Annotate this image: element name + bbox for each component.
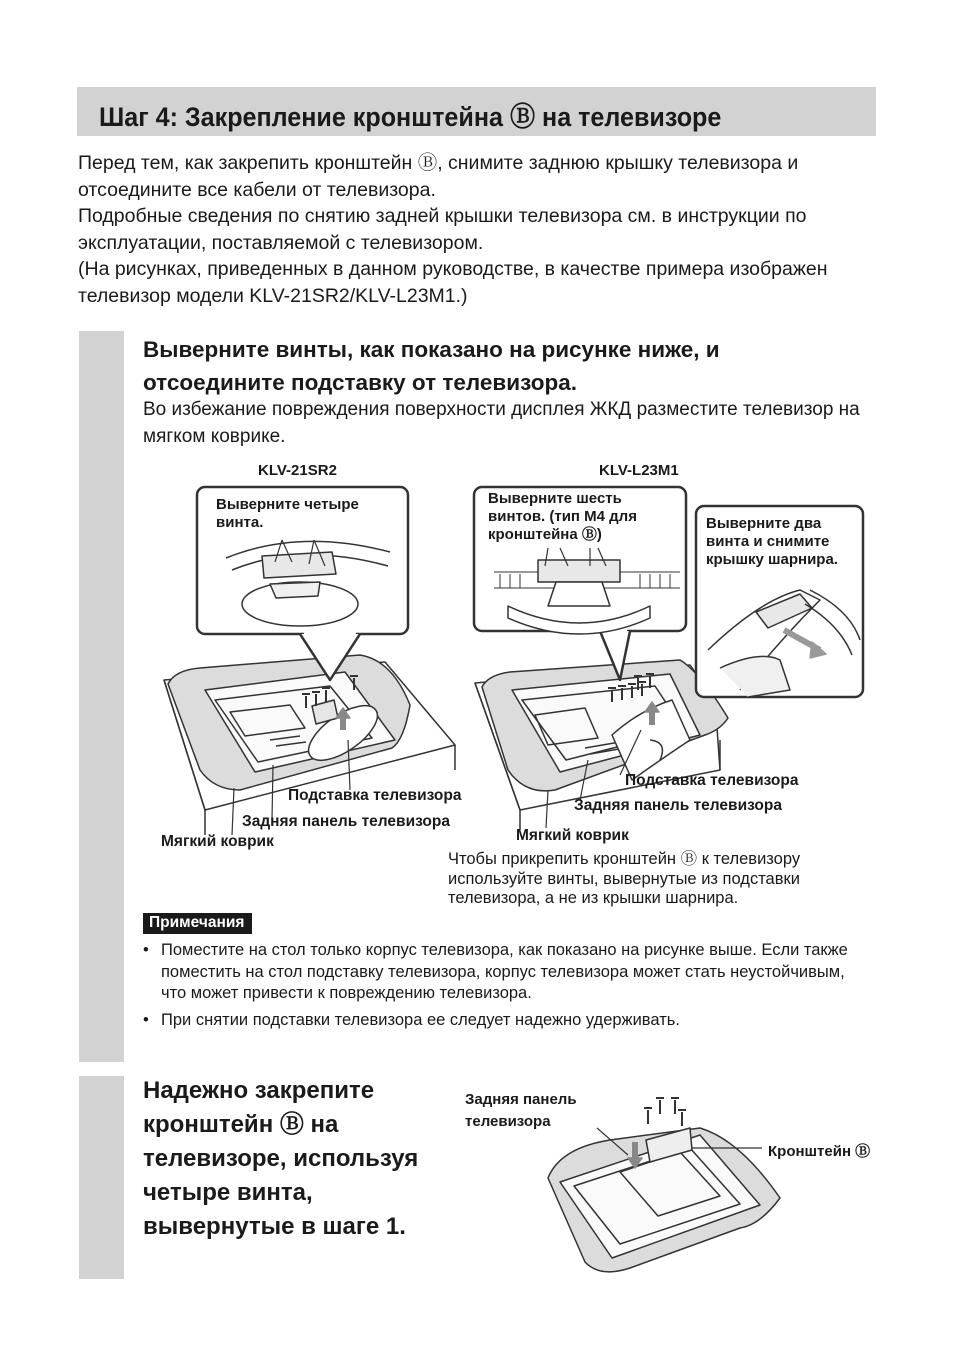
label-bracket: Кронштейн Ⓑ <box>768 1143 871 1160</box>
callout-hinge-text: Выверните два винта и снимите крышку шарнира. <box>706 515 838 568</box>
page-title: Шаг 4: Закрепление кронштейна Ⓑ на телевизоре <box>99 102 722 132</box>
note-item: • При снятии подставки телевизора ее следует надежно удерживать. <box>143 1010 873 1032</box>
screw-note: Чтобы прикрепить кронштейн Ⓑ к телевизору используйте винты, вывернутые из подставки телевизора, а не из крышки шарнира. <box>448 850 801 907</box>
callout-right-text: Выверните шесть винтов. (тип M4 для кронштейна Ⓑ) <box>488 490 637 543</box>
label-back-panel-step2: Задняя панель телевизора <box>465 1091 577 1130</box>
label-mat-right: Мягкий коврик <box>516 827 629 844</box>
step-1-heading: Выверните винты, как показано на рисунке ниже, и отсоедините подставку от телевизора. <box>143 337 720 395</box>
notes-title: Примечания <box>143 913 252 934</box>
model-label-right: KLV-L23M1 <box>599 462 679 479</box>
tv-illustration-left <box>164 487 455 835</box>
step-1-subtext: Во избежание повреждения поверхности дисплея ЖКД разместите телевизор на мягком коврике. <box>143 399 860 447</box>
intro-paragraph: Подробные сведения по снятию задней крышки телевизора см. в инструкции по эксплуатации, поставляемой с телевизором. <box>78 205 807 254</box>
intro-paragraph: Перед тем, как закрепить кронштейн Ⓑ, снимите заднюю крышку телевизора и отсоедините все кабели от телевизора. <box>78 152 799 201</box>
label-stand-left: Подставка телевизора <box>288 787 462 804</box>
notes-list <box>143 940 873 1036</box>
label-back-panel-right: Задняя панель телевизора <box>574 797 782 814</box>
step-2-heading: Надежно закрепите кронштейн Ⓑ на телевизоре, используя четыре винта, вывернутые в шаге 1. <box>143 1077 419 1240</box>
label-mat-left: Мягкий коврик <box>161 833 274 850</box>
label-back-panel-left: Задняя панель телевизора <box>242 813 450 830</box>
intro-paragraph: (На рисунках, приведенных в данном руководстве, в качестве примера изображен телевизор модели KLV-21SR2/KLV-L23M1.) <box>78 258 828 307</box>
note-item: • Поместите на стол только корпус телевизора, как показано на рисунке выше. Если также поместить на стол подставку телевизора, корпус телевизора может стать неустойчивым, что может привести к повреждению телевизора. <box>143 940 873 1005</box>
label-stand-right: Подставка телевизора <box>625 772 799 789</box>
model-label-left: KLV-21SR2 <box>258 462 337 479</box>
callout-left-text: Выверните четыре винта. <box>216 496 359 531</box>
